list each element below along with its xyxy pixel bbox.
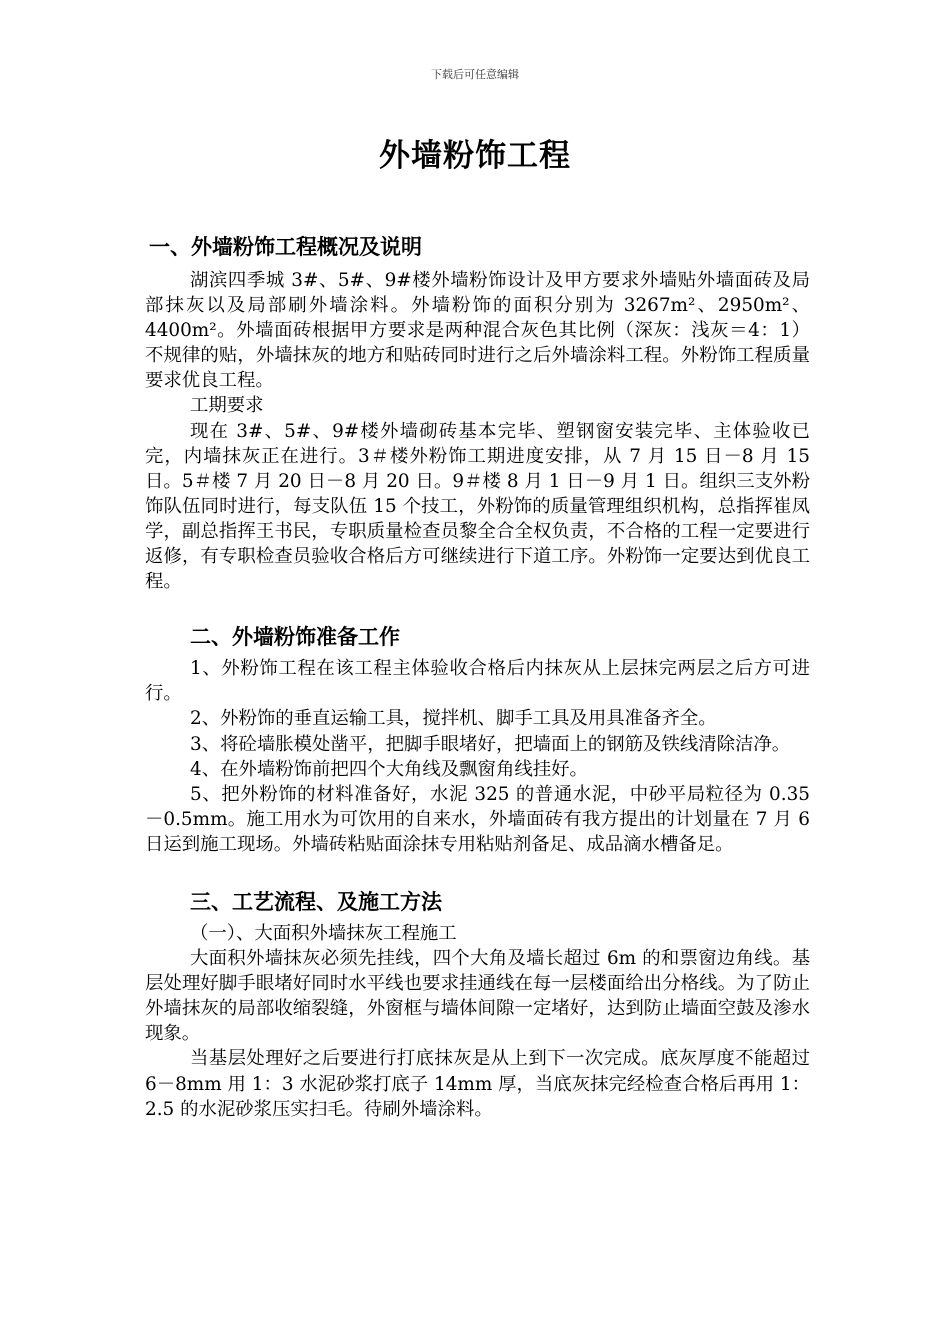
section-heading: 二、外墙粉饰准备工作: [190, 625, 400, 650]
paragraph: 3、将砼墙胀模处凿平，把脚手眼堵好，把墙面上的钢筋及铁线清除洁净。: [190, 733, 791, 755]
paragraph: 2、外粉饰的垂直运输工具，搅拌机、脚手工具及用具准备齐全。: [190, 708, 717, 730]
section-heading: 一、外墙粉饰工程概况及说明: [149, 235, 422, 259]
paragraph: 4、在外墙粉饰前把四个大角线及飘窗角线挂好。: [190, 758, 588, 780]
section-overview: [145, 232, 810, 594]
paragraph: 现在 3#、5#、9#楼外墙砌砖基本完毕、塑钢窗安装完毕、主体验收已完，内墙抹灰正在进行。3＃楼外粉饰工期进度安排，从 7 月 15 日－8 月 15 日。5＃楼 7 月 20 日－8 月 20 日。9＃楼 8 月 1 日－9 月 1 日。组织三支外粉饰队伍同时进行，每支队伍 15 个技工，外粉饰的质量管理组织机构，总指挥崔凤学，副总指挥王书民，专职质量检查员黎全合全权负责，不合格的工程一定要进行返修，有专职检查员验收合格后方可继续进行下道工序。外粉饰一定要达到优良工程。: [145, 420, 810, 593]
paragraph: 工期要求: [190, 395, 264, 417]
section-heading: 三、工艺流程、及施工方法: [190, 889, 442, 914]
paragraph: 1、外粉饰工程在该工程主体验收合格后内抹灰从上层抹完两层之后方可进行。: [145, 658, 810, 705]
document-body: [145, 232, 810, 1122]
header-note: 下载后可任意编辑: [431, 68, 519, 81]
document-title: 外墙粉饰工程: [379, 138, 571, 174]
paragraph: （一）、大面积外墙抹灰工程施工: [190, 922, 457, 944]
paragraph: 大面积外墙抹灰必须先挂线，四个大角及墙长超过 6m 的和票窗边角线。基层处理好脚手眼堵好同时水平线也要求挂通线在每一层楼面给出分格线。为了防止外墙抹灰的局部收缩裂缝，外窗框与墙体间隙一定堵好，达到防止墙面空鼓及渗水现象。: [145, 948, 810, 1045]
paragraph: 当基层处理好之后要进行打底抹灰是从上到下一次完成。底灰厚度不能超过 6－8mm 用 1：3 水泥砂浆打底子 14mm 厚，当底灰抹完经检查合格后再用 1：2.5 的水泥砂浆压实扫毛。待刷外墙涂料。: [145, 1048, 810, 1120]
section-preparation: [145, 622, 810, 857]
paragraph: 湖滨四季城 3#、5#、9#楼外墙粉饰设计及甲方要求外墙贴外墙面砖及局部抹灰以及局部刷外墙涂料。外墙粉饰的面积分别为 3267m²、2950m²、4400m²。外墙面砖根据甲方要求是两种混合灰色其比例（深灰：浅灰＝4：1）不规律的贴，外墙抹灰的地方和贴砖同时进行之后外墙涂料工程。外粉饰工程质量要求优良工程。: [145, 270, 810, 392]
paragraph: 5、把外粉饰的材料准备好，水泥 325 的普通水泥，中砂平局粒径为 0.35－0.5mm。施工用水为可饮用的自来水，外墙面砖有我方提出的计划量在 7 月 6 日运到施工现场。外墙砖粘贴面涂抹专用粘贴剂备足、成品滴水槽备足。: [145, 783, 810, 855]
section-process: [145, 887, 810, 1122]
